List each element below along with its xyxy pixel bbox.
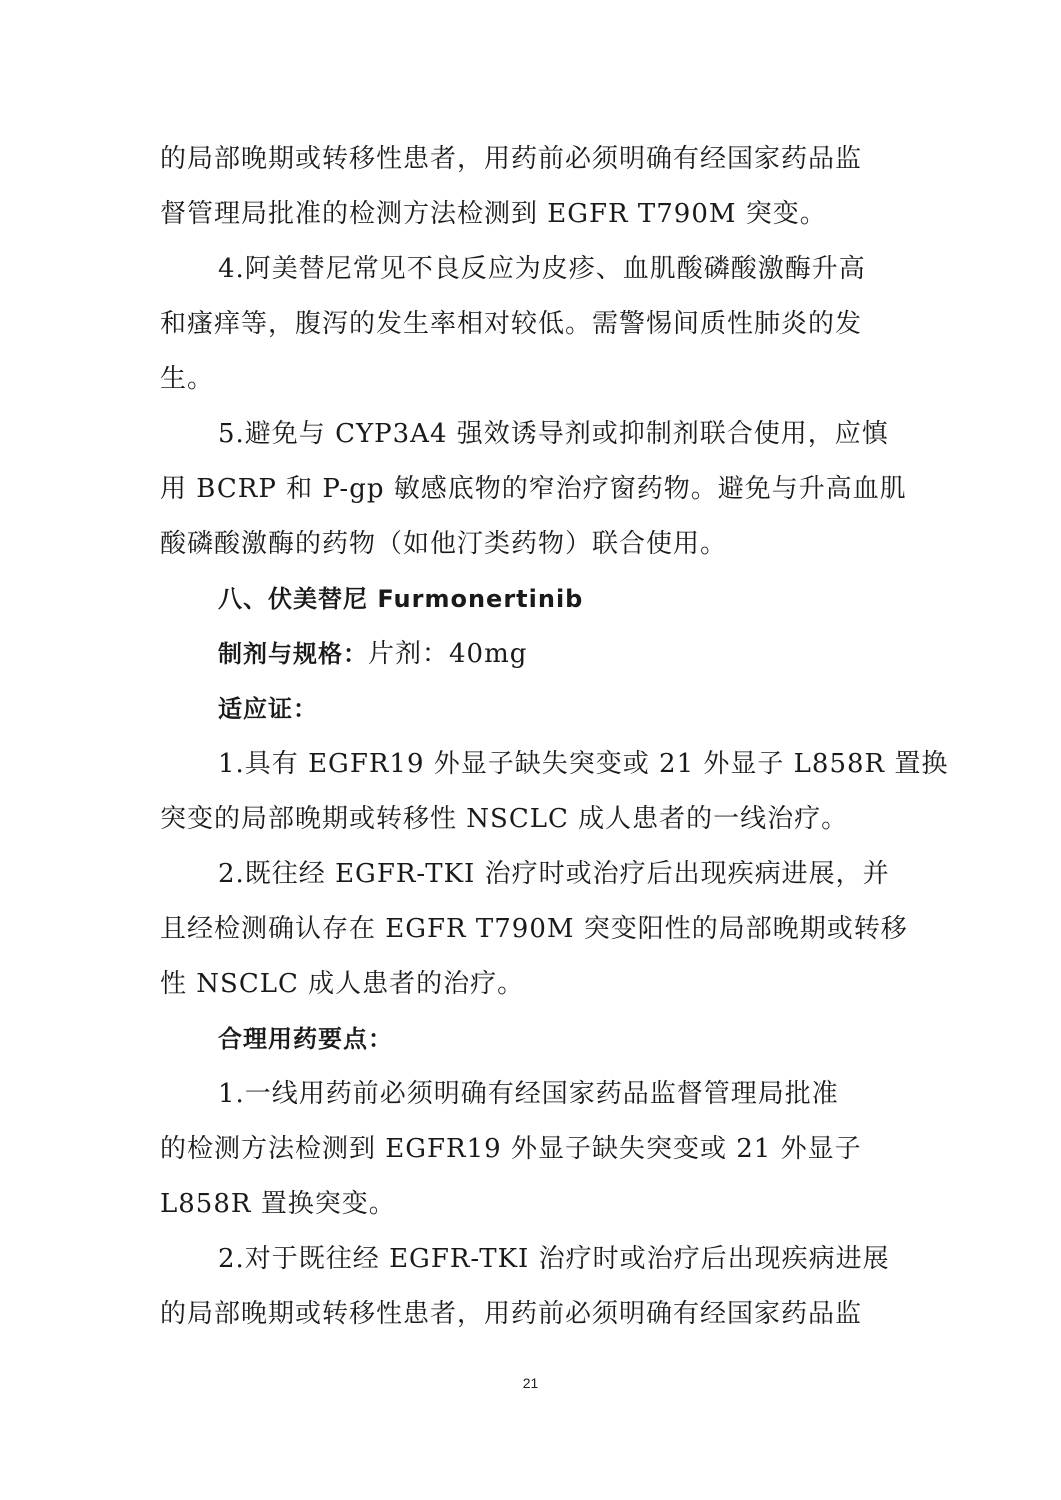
indications-label: 适应证： [218, 695, 318, 723]
text-line: 的检测方法检测到 EGFR19 外显子缺失突变或 21 外显子 [160, 1134, 862, 1164]
page-number: 21 [522, 1375, 539, 1391]
text-line: 且经检测确认存在 EGFR T790M 突变阳性的局部晚期或转移 [160, 914, 908, 944]
text-line: 性 NSCLC 成人患者的治疗。 [160, 969, 525, 999]
text-line: L858R 置换突变。 [160, 1189, 396, 1219]
formulation-line [160, 627, 900, 682]
text-line: 和瘙痒等，腹泻的发生率相对较低。需警惕间质性肺炎的发 [160, 309, 863, 339]
text-line: 用 BCRP 和 P-gp 敏感底物的窄治疗窗药物。避免与升高血肌 [160, 474, 907, 504]
text-line: 生。 [160, 364, 215, 394]
text-line: 2.既往经 EGFR-TKI 治疗时或治疗后出现疾病进展，并 [218, 859, 890, 889]
section-heading: 八、伏美替尼 Furmonertinib [218, 585, 584, 613]
text-line: 5.避免与 CYP3A4 强效诱导剂或抑制剂联合使用，应慎 [218, 419, 889, 449]
text-line: 2.对于既往经 EGFR-TKI 治疗时或治疗后出现疾病进展 [218, 1244, 890, 1274]
key-points-label: 合理用药要点： [218, 1025, 393, 1053]
formulation-label: 制剂与规格： [218, 640, 368, 668]
formulation-value: 片剂：40mg [368, 639, 528, 669]
text-line: 督管理局批准的检测方法检测到 EGFR T790M 突变。 [160, 199, 827, 229]
text-line: 酸磷酸激酶的药物（如他汀类药物）联合使用。 [160, 529, 728, 559]
text-line: 4.阿美替尼常见不良反应为皮疹、血肌酸磷酸激酶升高 [218, 254, 866, 284]
text-line: 突变的局部晚期或转移性 NSCLC 成人患者的一线治疗。 [160, 804, 849, 834]
text-line: 1.一线用药前必须明确有经国家药品监督管理局批准 [218, 1079, 839, 1109]
text-line: 1.具有 EGFR19 外显子缺失突变或 21 外显子 L858R 置换 [218, 749, 949, 779]
document-body [160, 132, 949, 1342]
text-line: 的局部晚期或转移性患者，用药前必须明确有经国家药品监 [160, 1299, 863, 1329]
text-line: 的局部晚期或转移性患者，用药前必须明确有经国家药品监 [160, 144, 863, 174]
